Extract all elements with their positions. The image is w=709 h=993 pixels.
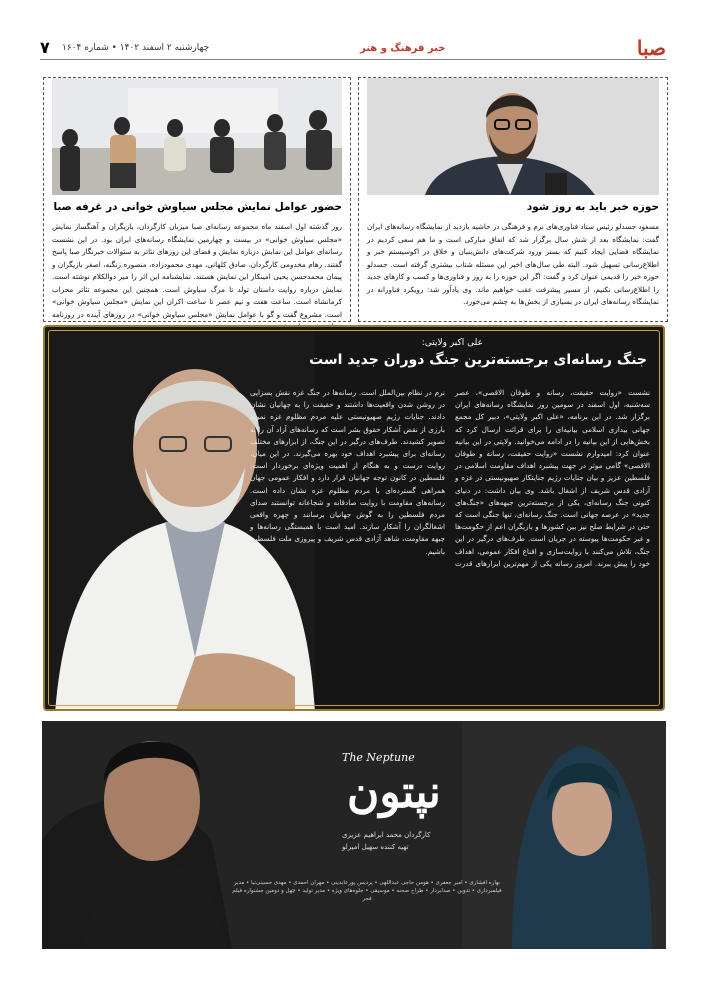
issue-date: چهارشنبه ۲ اسفند ۱۴۰۲ • شماره ۱۶۰۴ [62, 43, 210, 53]
page-number: ۷ [40, 38, 50, 57]
studio-photo [52, 78, 342, 195]
poster-title-fa: نپتون [347, 767, 441, 818]
story-right [358, 77, 668, 322]
page-header [40, 38, 666, 60]
poster-director: کارگردان محمد ابراهیم عزیزی [342, 831, 431, 839]
story-title: حضور عوامل نمایش مجلس سیاوش خوانی در غرفه صبا [53, 201, 342, 213]
poster-producer: تهیه کننده سهیل امیرلو [342, 843, 409, 851]
feature-title: جنگ رسانه‌ای برجسته‌ترین جنگ دوران جدید است [309, 352, 647, 368]
movie-poster [42, 721, 666, 949]
feature-body: نشست «روایت حقیقت، رسانه و طوفان الاقصی»، عصر سه‌شنبه، اول اسفند در سومین روز نمایشگاه رسانه‌های ایران برگزار شد. در این برنامه، «علی اکبر ولایتی»، دبیر کل مجمع جهانی بیداری اسلامی بیانیه‌ای را برای قرائت ارسال کرد که بخش‌هایی از این بیانیه را در ادامه می‌خوانید. ولایتی در این بیانیه عنوان کرد: امیدوارم نشست «روایت حقیقت، رسانه و طوفان الاقصی» گامی موثر در جهت پیشبرد اهداف مقاومت اسلامی در فلسطین عزیز و بیان جنایات رژیم جنایتکار صهیونیستی در غزه و آزادی قدس شریف از اشغال باشد. وی بیان داشت: در دنیای کنونی جنگ رسانه‌ای، یکی از برجسته‌ترین جبهه‌های «جنگ‌های جدید» در عرصه جهانی است. جنگ رسانه‌ای، تنها جنگی است که حتی در شرایط صلح نیز بین کشورها و بازیگران اعم از حکومت‌ها و غیر حکومت‌ها پیوسته در جریان است. طرف‌های درگیر در این جنگ، تلاش می‌کنند با روایت‌سازی و اقناع افکار عمومی، اهداف خود را پیش ببرند. امروز رسانه یکی از مهم‌ترین ابزارهای قدرت نرم در نظام بین‌الملل است. رسانه‌ها در جنگ غزه نقش بسزایی در روشن شدن واقعیت‌ها داشتند و حقیقت را به جهانیان نشان دادند. جنایات رژیم صهیونیستی علیه مردم مظلوم غزه نمونه بارزی از نقض آشکار حقوق بشر است که رسانه‌های آزاد آن را به تصویر کشیدند. طرف‌های درگیر در این جنگ، از ابزارهای مختلف رسانه‌ای برای پیشبرد اهداف خود بهره می‌گیرند. در این میان، روایت درست و به هنگام از اهمیت ویژه‌ای برخوردار است. فلسطین در کانون توجه جهانیان قرار دارد و افکار عمومی جهان همراهی گسترده‌ای با مردم مظلوم غزه نشان داده است. رسانه‌های مقاومت با روایت صادقانه و شجاعانه توانستند صدای مردم فلسطین را به گوش جهانیان برسانند و چهره واقعی اشغالگران را آشکار سازند. امید است با همبستگی رسانه‌ها و جبهه مقاومت، شاهد آزادی قدس شریف و پیروزی ملت فلسطین باشیم. [250, 388, 650, 568]
feature-kicker: علی اکبر ولایتی: [421, 338, 483, 348]
poster-credits: بهاره افشاری • امیر جعفری • هومن حاجی عبداللهی • پردیس پورعابدینی • مهران احمدی • مهدی حسینی‌نیا • مدیر فیلمبرداری • تدوین • صدابردار • طراح صحنه • موسیقی • جلوه‌های ویژه • مدیر تولید • چهل و دومین جشنواره فیلم فجر [232, 880, 502, 902]
story-body: مسعود جسدلو رئیس ستاد فناوری‌های نرم و فرهنگی در حاشیه بازدید از نمایشگاه رسانه‌های ایران گفت: نمایشگاه بعد از شش سال برگزار شد که اتفاق مبارکی است و ما هم سعی کردیم در نمایشگاه فضایی ایجاد کنیم که بستر ورود شرکت‌های دانش‌بنیان و خلاق در اکوسیستم خبر و اطلاع‌رسانی تسهیل شود. البته طی سال‌های اخیر این مسئله شتاب بیشتری گرفته است. جسدلو حوزه خبر را قدیمی عنوان کرد و گفت: اگر این حوزه را به روز و فناوری‌ها و کسب و کارهای جدید را اطلاع‌رسانی نکنیم، از مسیر پیشرفت عقب خواهیم ماند. وی یادآور شد: رویکرد فناورانه در نمایشگاه رسانه‌های ایران در بسیاری از بخش‌ها به چشم می‌خورد. [367, 222, 659, 306]
portrait-photo [367, 78, 659, 195]
feature-box [43, 325, 665, 711]
section-label: خبر فرهنگ و هنر [360, 43, 446, 54]
story-body: روز گذشته اول اسفند ماه مجموعه رسانه‌ای صبا میزبان کارگردان، بازیگران و آهنگساز نمایش «مجلس سیاوش خوانی» در بیست و چهارمین نمایشگاه رسانه‌های ایران بود. در این نشست رسانه‌ای عوامل این نمایش درباره نمایش و فضای این روزهای تئاتر به سئوالات خبرنگار صبا پاسخ گفتند. رهام مخدومی کارگردان، صادق کلهانی، مهدی محمودزاده، منصوره زنگنه، اصغر بازیگران و پیمان محمدحسن یحیی امینکار این نمایش هستند. نمایشنامه این اثر را میر دوالکلام نوشته است. نمایش درباره روایت داستان تولد تا مرگ سیاوش است. همچنین این مجموعه تئاتر محراب کرمانشاه است. ساعت هفت و نیم عصر تا ساعت اکران این نمایش «مجلس سیاوش خوانی» است. مشروع گفت و گو با عوامل نمایش «مجلس سیاوش خوانی» در روزهای آینده در روزنامه [52, 222, 342, 319]
story-left [43, 77, 351, 322]
newspaper-logo: صبا [636, 36, 666, 60]
poster-title-en: The Neptune [342, 751, 415, 764]
story-title: حوزه خبر باید به روز شود [526, 201, 659, 213]
